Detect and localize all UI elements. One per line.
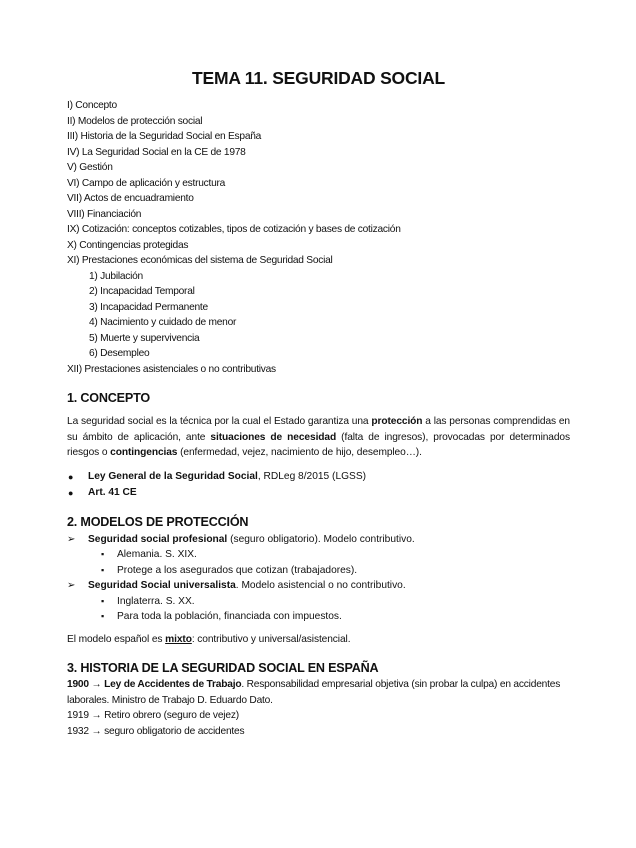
bold-term: Seguridad Social universalista [88, 580, 236, 591]
toc-item: XI) Prestaciones económicas del sistema de Seguridad Social [67, 255, 333, 266]
section-heading-concepto: 1. CONCEPTO [67, 391, 150, 405]
text-run: Protege a los asegurados que cotizan (trabajadores). [117, 564, 358, 576]
square-bullet-icon: ▪ [101, 549, 105, 559]
bold-term: protección [371, 416, 423, 427]
bold-term: Ley General de la Seguridad Social [88, 470, 258, 482]
toc-item: I) Concepto [67, 100, 117, 111]
bold-term: Art. 41 CE [88, 486, 137, 498]
bold-term: 1900 → Ley de Accidentes de Trabajo [67, 679, 242, 690]
text-run: (enfermedad, vejez, nacimiento de hijo, desempleo…). [177, 447, 422, 458]
toc-item: XII) Prestaciones asistenciales o no contributivas [67, 363, 276, 375]
text-run: : contributivo y universal/asistencial. [191, 633, 351, 645]
toc-item: VII) Actos de encuadramiento [67, 193, 194, 204]
bold-term: Seguridad social profesional [88, 533, 228, 545]
square-bullet-icon: ▪ [101, 611, 105, 621]
section-heading-modelos: 2. MODELOS DE PROTECCIÓN [67, 514, 249, 529]
history-entry [67, 677, 570, 708]
text-run: (seguro obligatorio). Modelo contributivo. [227, 533, 415, 545]
history-entry: 1932 → seguro obligatorio de accidentes [67, 725, 245, 737]
text-run: . Responsabilidad empresarial objetiva (sin probar la culpa) en accidentes laborales. Ministro de Trabajo D. Eduardo Dato. [67, 679, 561, 706]
spacer [67, 625, 570, 632]
text-run: Para toda la población, financiada con impuestos. [117, 611, 342, 622]
list-subitem [67, 563, 570, 579]
list-item [67, 469, 570, 485]
document-title: TEMA 11. SEGURIDAD SOCIAL [192, 68, 445, 88]
text-run: Alemania. S. XIX. [117, 549, 197, 560]
document-page [67, 68, 570, 739]
text-run: (falta de ingresos), provocadas por determinados riesgos o [67, 431, 570, 458]
legal-references-list [67, 469, 570, 501]
section-heading-historia: 3. HISTORIA DE LA SEGURIDAD SOCIAL EN ESPAÑA [67, 661, 379, 675]
toc-subitem: 1) Jubilación [89, 270, 143, 282]
toc-item: III) Historia de la Seguridad Social en España [67, 131, 262, 142]
toc-subitem: 5) Muerte y supervivencia [89, 332, 200, 344]
toc-item: IV) La Seguridad Social en la CE de 1978 [67, 146, 246, 158]
arrow-bullet-icon: ➢ [67, 533, 76, 545]
bullet-dot-icon: ● [68, 487, 74, 498]
text-run: El modelo español es [67, 633, 166, 645]
text-run: . Modelo asistencial o no contributivo. [235, 580, 406, 591]
arrow-bullet-icon: ➢ [67, 580, 76, 591]
toc-item: VIII) Financiación [67, 208, 142, 220]
text-run: La seguridad social es la técnica por la cual el Estado garantiza una [67, 416, 372, 427]
toc-item: V) Gestión [67, 162, 113, 173]
list-item [67, 578, 570, 594]
bold-term: contingencias [110, 447, 178, 458]
toc-item: X) Contingencias protegidas [67, 239, 189, 251]
toc-item: II) Modelos de protección social [67, 115, 203, 127]
history-entry: 1919 → Retiro obrero (seguro de vejez) [67, 710, 239, 721]
toc-subitem: 3) Incapacidad Permanente [89, 301, 208, 313]
text-run: Inglaterra. S. XX. [117, 595, 195, 607]
list-subitem [67, 609, 570, 625]
toc-item: IX) Cotización: conceptos cotizables, tipos de cotización y bases de cotización [67, 224, 401, 235]
concepto-paragraph [67, 414, 570, 461]
list-subitem [67, 547, 570, 563]
table-of-contents [67, 98, 570, 377]
list-item [67, 532, 570, 548]
list-item [67, 485, 570, 501]
modelo-espanol-note [67, 632, 570, 648]
bullet-dot-icon: ● [68, 471, 74, 482]
toc-subitem: 4) Nacimiento y cuidado de menor [89, 317, 237, 328]
toc-item: VI) Campo de aplicación y estructura [67, 177, 226, 189]
underlined-term: mixto [165, 633, 192, 645]
bold-term: situaciones de necesidad [210, 431, 337, 443]
square-bullet-icon: ▪ [101, 595, 105, 606]
text-run: , RDLeg 8/2015 (LGSS) [257, 470, 367, 482]
toc-subitem: 6) Desempleo [89, 348, 150, 359]
list-subitem [67, 594, 570, 610]
text-run: a las personas comprendidas en su ámbito de aplicación, ante [67, 416, 570, 443]
toc-subitem: 2) Incapacidad Temporal [89, 286, 195, 297]
square-bullet-icon: ▪ [101, 564, 105, 575]
